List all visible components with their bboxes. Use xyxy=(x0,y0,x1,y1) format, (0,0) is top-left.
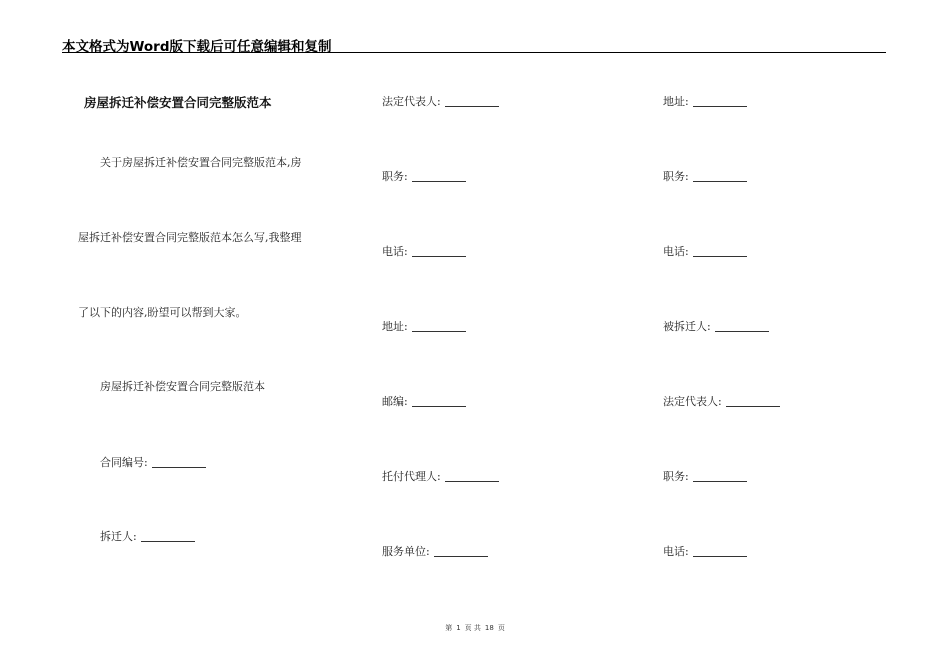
middle-field-phone xyxy=(382,243,466,259)
field-label: 拆迁人: xyxy=(100,530,137,543)
middle-field-employer xyxy=(382,543,488,559)
right-field-address xyxy=(663,93,747,109)
fill-blank xyxy=(445,106,499,107)
field-label: 地址: xyxy=(382,320,408,333)
field-label: 电话: xyxy=(663,245,689,258)
right-field-position-2 xyxy=(663,468,747,484)
field-label: 邮编: xyxy=(382,395,408,408)
document-title: 房屋拆迁补偿安置合同完整版范本 xyxy=(84,95,272,110)
body-paragraph-line: 屋拆迁补偿安置合同完整版范本怎么写,我整理 xyxy=(78,231,302,244)
field-label: 托付代理人: xyxy=(382,470,441,483)
fill-blank xyxy=(412,181,466,182)
fill-blank xyxy=(141,541,195,542)
field-label: 法定代表人: xyxy=(382,95,441,108)
middle-field-postcode xyxy=(382,393,466,409)
fill-blank xyxy=(693,106,747,107)
field-label: 电话: xyxy=(382,245,408,258)
middle-field-address xyxy=(382,318,466,334)
fill-blank xyxy=(693,181,747,182)
right-field-legal-rep xyxy=(663,393,780,409)
field-label: 职务: xyxy=(663,470,689,483)
fill-blank xyxy=(693,481,747,482)
field-label: 电话: xyxy=(663,545,689,558)
fill-blank xyxy=(726,406,780,407)
body-paragraph-line: 房屋拆迁补偿安置合同完整版范本 xyxy=(100,380,265,393)
fill-blank xyxy=(693,256,747,257)
fill-blank xyxy=(412,406,466,407)
field-label: 服务单位: xyxy=(382,545,430,558)
middle-field-legal-rep xyxy=(382,93,499,109)
demolisher-field xyxy=(100,528,195,544)
middle-field-position xyxy=(382,168,466,184)
fill-blank xyxy=(715,331,769,332)
fill-blank xyxy=(445,481,499,482)
footer-page-number: 1 xyxy=(456,624,461,632)
footer-prefix: 第 xyxy=(445,624,453,632)
fill-blank xyxy=(412,256,466,257)
contract-number-field xyxy=(100,454,206,470)
right-field-position xyxy=(663,168,747,184)
right-field-phone xyxy=(663,243,747,259)
field-label: 合同编号: xyxy=(100,456,148,469)
footer-of-label: 页 共 xyxy=(464,624,481,632)
header-title: 本文格式为Word版下载后可任意编辑和复制 xyxy=(62,39,332,55)
field-label: 法定代表人: xyxy=(663,395,722,408)
page-footer xyxy=(0,623,950,633)
body-paragraph-line: 关于房屋拆迁补偿安置合同完整版范本,房 xyxy=(100,156,302,169)
right-field-phone-2 xyxy=(663,543,747,559)
field-label: 职务: xyxy=(382,170,408,183)
field-label: 地址: xyxy=(663,95,689,108)
footer-total-pages: 18 xyxy=(484,624,494,632)
field-label: 职务: xyxy=(663,170,689,183)
fill-blank xyxy=(434,556,488,557)
middle-field-agent xyxy=(382,468,499,484)
fill-blank xyxy=(152,467,206,468)
footer-suffix: 页 xyxy=(497,624,505,632)
header-divider xyxy=(62,52,886,53)
fill-blank xyxy=(693,556,747,557)
body-paragraph-line: 了以下的内容,盼望可以帮到大家。 xyxy=(78,306,247,319)
fill-blank xyxy=(412,331,466,332)
field-label: 被拆迁人: xyxy=(663,320,711,333)
right-field-relocatee xyxy=(663,318,769,334)
